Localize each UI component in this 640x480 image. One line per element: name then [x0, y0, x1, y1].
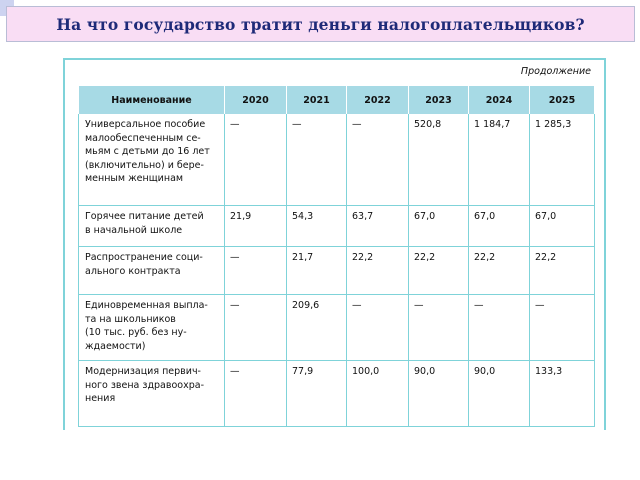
value-cell: — — [530, 295, 595, 361]
value-cell: 100,0 — [347, 361, 409, 427]
row-name-cell: Единовременная выпла- та на школьников (10 тыс. руб. без ну- ждаемости) — [79, 295, 225, 361]
value-cell: 54,3 — [287, 206, 347, 247]
row-name-cell: Универсальное пособие малообеспеченным се- мьям с детьми до 16 лет (включительно) и бере- менным женщинам — [79, 114, 225, 206]
slide-title: На что государство тратит деньги налогоплательщиков? — [56, 14, 585, 34]
column-header-2024: 2024 — [469, 86, 530, 114]
value-cell: — — [347, 295, 409, 361]
value-cell: 21,9 — [225, 206, 287, 247]
value-cell: 67,0 — [409, 206, 469, 247]
value-cell: 67,0 — [469, 206, 530, 247]
value-cell: 90,0 — [409, 361, 469, 427]
value-cell: — — [409, 295, 469, 361]
value-cell: 520,8 — [409, 114, 469, 206]
value-cell: 1 285,3 — [530, 114, 595, 206]
value-cell: 22,2 — [530, 247, 595, 295]
table-row — [79, 206, 595, 247]
value-cell: — — [469, 295, 530, 361]
continued-label: Продолжение — [520, 66, 591, 77]
table-row — [79, 247, 595, 295]
value-cell: 63,7 — [347, 206, 409, 247]
value-cell: — — [225, 295, 287, 361]
column-header-2023: 2023 — [409, 86, 469, 114]
value-cell: — — [347, 114, 409, 206]
document-page — [63, 58, 606, 430]
row-name-cell: Распространение соци- ального контракта — [79, 247, 225, 295]
value-cell: 1 184,7 — [469, 114, 530, 206]
column-header-2020: 2020 — [225, 86, 287, 114]
column-header-2025: 2025 — [530, 86, 595, 114]
column-header-2022: 2022 — [347, 86, 409, 114]
value-cell: 90,0 — [469, 361, 530, 427]
value-cell: 67,0 — [530, 206, 595, 247]
table-row — [79, 295, 595, 361]
value-cell: 21,7 — [287, 247, 347, 295]
budget-table — [78, 86, 595, 427]
table-row — [79, 361, 595, 427]
value-cell: 22,2 — [347, 247, 409, 295]
value-cell: — — [287, 114, 347, 206]
value-cell: — — [225, 247, 287, 295]
value-cell: 22,2 — [469, 247, 530, 295]
row-name-cell: Горячее питание детей в начальной школе — [79, 206, 225, 247]
value-cell: 22,2 — [409, 247, 469, 295]
value-cell: 77,9 — [287, 361, 347, 427]
slide-title-banner — [6, 6, 635, 42]
table-row — [79, 114, 595, 206]
value-cell: 209,6 — [287, 295, 347, 361]
value-cell: — — [225, 114, 287, 206]
column-header-name: Наименование — [79, 86, 225, 114]
row-name-cell: Модернизация первич- ного звена здравоохра- нения — [79, 361, 225, 427]
value-cell: 133,3 — [530, 361, 595, 427]
budget-table-container — [78, 86, 594, 430]
value-cell: — — [225, 361, 287, 427]
column-header-2021: 2021 — [287, 86, 347, 114]
table-header-row — [79, 86, 595, 114]
